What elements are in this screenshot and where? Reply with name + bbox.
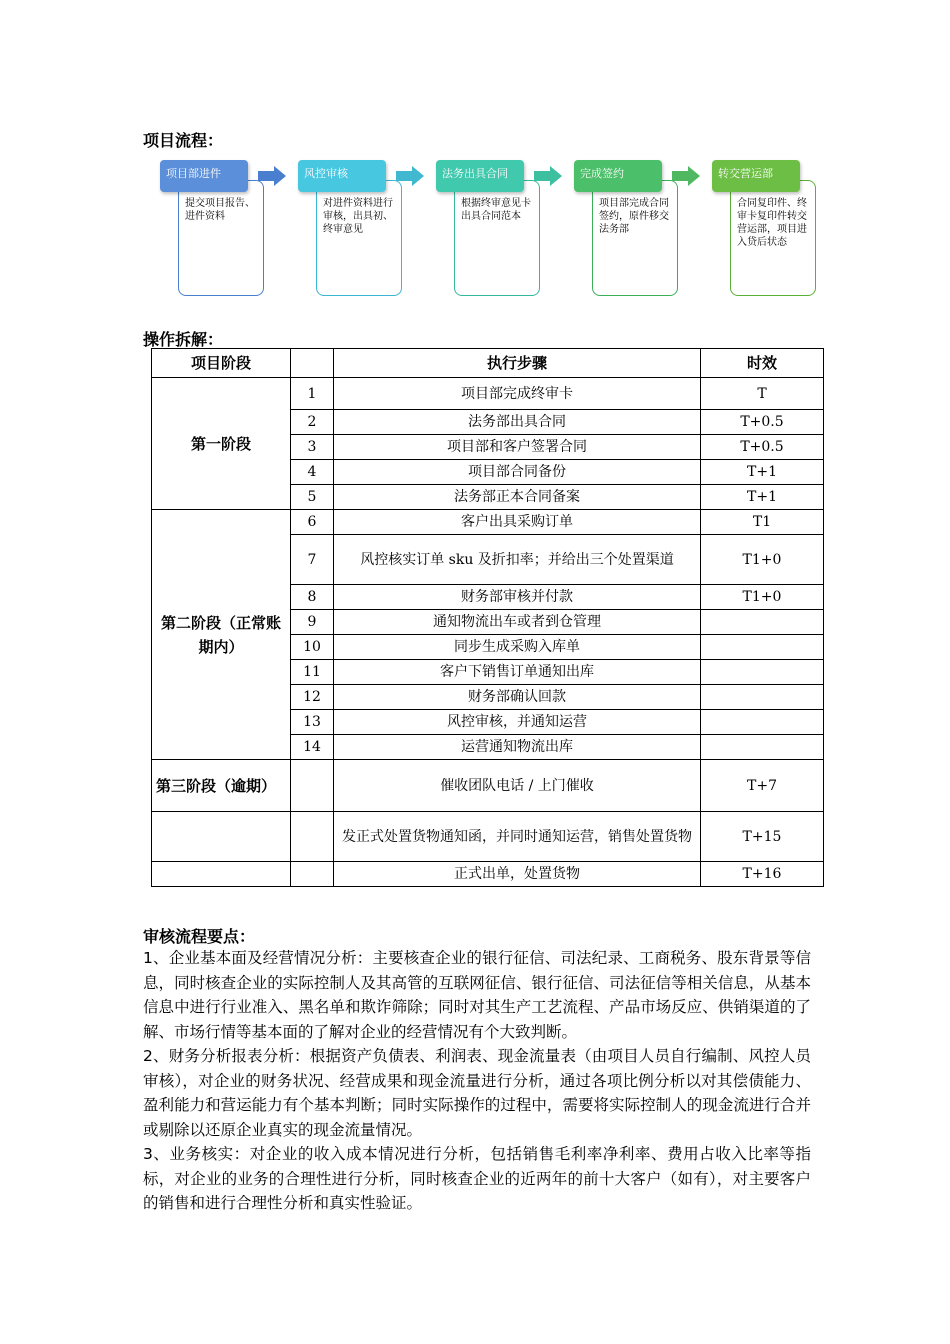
header-no — [291, 349, 334, 378]
row-time: T+16 — [701, 862, 824, 887]
row-time — [701, 685, 824, 710]
row-no: 2 — [291, 410, 334, 435]
flow-stage-2-title: 风控审核 — [298, 160, 386, 192]
flow-stage-1-title: 项目部进件 — [160, 160, 248, 192]
row-step: 法务部出具合同 — [334, 410, 701, 435]
flow-stage-5-card — [730, 180, 816, 296]
row-no: 8 — [291, 585, 334, 610]
row-step: 项目部完成终审卡 — [334, 378, 701, 410]
header-phase: 项目阶段 — [152, 349, 291, 378]
row-no: 4 — [291, 460, 334, 485]
flow-stage-4-desc: 项目部完成合同签约，原件移交法务部 — [599, 198, 669, 235]
row-step: 通知物流出车或者到仓管理 — [334, 610, 701, 635]
row-step: 风控审核，并通知运营 — [334, 710, 701, 735]
row-step: 催收团队电话 / 上门催收 — [334, 760, 701, 812]
row-no — [291, 760, 334, 812]
row-time: T1 — [701, 510, 824, 535]
review-paragraph-2: 2、财务分析报表分析：根据资产负债表、利润表、现金流量表（由项目人员自行编制、风控人员审核），对企业的财务状况、经营成果和现金流量进行分析，通过各项比例分析以对其偿债能力、盈利能力和营运能力有个基本判断；同时实际操作的过程中，需要将实际控制人的现金流进行合并或剔除以还原企业真实的现金流量情况。 — [143, 1047, 811, 1139]
phase-2-cell: 第二阶段（正常账期内） — [152, 510, 291, 760]
table-row — [152, 812, 824, 862]
table-header-row — [152, 349, 824, 378]
row-step: 法务部正本合同备案 — [334, 485, 701, 510]
row-no: 10 — [291, 635, 334, 660]
table-row — [152, 510, 824, 535]
phase-3-cell: 第三阶段（逾期） — [152, 760, 291, 812]
process-flow-diagram — [0, 0, 950, 310]
operations-table — [151, 348, 824, 887]
row-time — [701, 735, 824, 760]
row-no: 1 — [291, 378, 334, 410]
flow-stage-5-desc: 合同复印件、终审卡复印件转交营运部，项目进入贷后状态 — [737, 198, 807, 248]
flow-heading: 项目流程： — [143, 131, 224, 150]
row-no: 6 — [291, 510, 334, 535]
row-no: 9 — [291, 610, 334, 635]
flow-arrow-2-icon — [396, 166, 424, 186]
row-step: 项目部合同备份 — [334, 460, 701, 485]
row-time: T+0.5 — [701, 435, 824, 460]
row-step: 客户出具采购订单 — [334, 510, 701, 535]
flow-stage-5 — [712, 160, 842, 300]
table-row — [152, 862, 824, 887]
row-step: 客户下销售订单通知出库 — [334, 660, 701, 685]
review-points — [143, 946, 811, 1216]
table-row — [152, 760, 824, 812]
flow-stage-2-desc: 对进件资料进行审核，出具初、终审意见 — [323, 198, 393, 235]
row-step: 正式出单，处置货物 — [334, 862, 701, 887]
row-no: 5 — [291, 485, 334, 510]
row-step: 发正式处置货物通知函，并同时通知运营，销售处置货物 — [334, 812, 701, 862]
row-time: T+0.5 — [701, 410, 824, 435]
row-time: T+7 — [701, 760, 824, 812]
row-phase — [152, 862, 291, 887]
row-step: 风控核实订单 sku 及折扣率；并给出三个处置渠道 — [334, 535, 701, 585]
flow-stage-3-card — [454, 180, 540, 296]
flow-stage-3-desc: 根据终审意见卡出具合同范本 — [461, 198, 531, 222]
row-phase — [152, 812, 291, 862]
row-time — [701, 610, 824, 635]
row-time — [701, 635, 824, 660]
row-no: 13 — [291, 710, 334, 735]
flow-arrow-3-icon — [534, 166, 562, 186]
row-time: T — [701, 378, 824, 410]
row-no: 3 — [291, 435, 334, 460]
row-step: 项目部和客户签署合同 — [334, 435, 701, 460]
row-time — [701, 710, 824, 735]
row-no: 14 — [291, 735, 334, 760]
row-time: T1+0 — [701, 535, 824, 585]
header-time: 时效 — [701, 349, 824, 378]
row-step: 同步生成采购入库单 — [334, 635, 701, 660]
flow-stage-4-title: 完成签约 — [574, 160, 662, 192]
row-no: 11 — [291, 660, 334, 685]
row-no: 12 — [291, 685, 334, 710]
review-heading: 审核流程要点： — [143, 927, 256, 946]
row-time: T+15 — [701, 812, 824, 862]
row-time — [701, 660, 824, 685]
row-step: 运营通知物流出库 — [334, 735, 701, 760]
row-step: 财务部确认回款 — [334, 685, 701, 710]
row-step: 财务部审核并付款 — [334, 585, 701, 610]
flow-stage-1-desc: 提交项目报告、进件资料 — [185, 198, 255, 222]
flow-stage-4-card — [592, 180, 678, 296]
flow-arrow-1-icon — [258, 166, 286, 186]
review-paragraph-3: 3、业务核实：对企业的收入成本情况进行分析，包括销售毛利率净利率、费用占收入比率等指标，对企业的业务的合理性进行分析，同时核查企业的近两年的前十大客户（如有），对主要客户的销售和进行合理性分析和真实性验证。 — [143, 1145, 811, 1212]
table-row — [152, 378, 824, 410]
flow-arrow-4-icon — [672, 166, 700, 186]
review-paragraph-1: 1、企业基本面及经营情况分析：主要核查企业的银行征信、司法纪录、工商税务、股东背景等信息，同时核查企业的实际控制人及其高管的互联网征信、银行征信、司法征信等相关信息，从基本信息中进行行业准入、黑名单和欺诈筛除；同时对其生产工艺流程、产品市场反应、供销渠道的了解、市场行情等基本面的了解对企业的经营情况有个大致判断。 — [143, 949, 811, 1041]
row-time: T+1 — [701, 485, 824, 510]
header-step: 执行步骤 — [334, 349, 701, 378]
phase-1-cell: 第一阶段 — [152, 378, 291, 510]
flow-stage-3-title: 法务出具合同 — [436, 160, 524, 192]
operations-heading: 操作拆解： — [143, 330, 224, 349]
flow-stage-5-title: 转交营运部 — [712, 160, 800, 192]
row-time: T+1 — [701, 460, 824, 485]
row-no — [291, 812, 334, 862]
row-no: 7 — [291, 535, 334, 585]
flow-stage-1-card — [178, 180, 264, 296]
row-time: T1+0 — [701, 585, 824, 610]
flow-stage-2-card — [316, 180, 402, 296]
row-no — [291, 862, 334, 887]
